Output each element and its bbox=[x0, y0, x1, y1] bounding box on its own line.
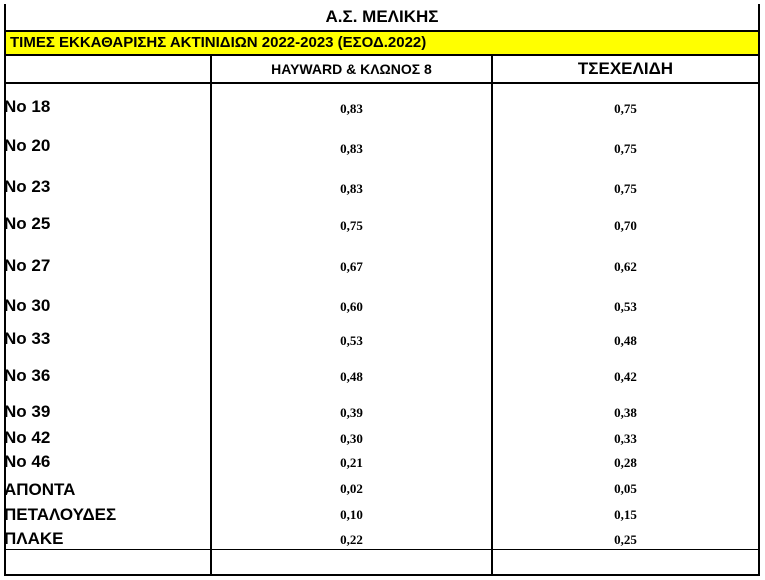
row-label: No 46 bbox=[4, 452, 51, 471]
row-label: No 42 bbox=[4, 428, 51, 447]
row-label: No 18 bbox=[4, 97, 51, 116]
row-label: ΠΕΤΑΛΟΥΔΕΣ bbox=[4, 505, 117, 524]
hayward-price: 0,60 bbox=[340, 299, 363, 314]
hayward-price: 0,21 bbox=[340, 455, 363, 470]
column-header-tsechelidi: ΤΣΕΧΕΛΙΔΗ bbox=[577, 59, 674, 78]
tsechelidi-price: 0,15 bbox=[614, 507, 637, 522]
hayward-price: 0,67 bbox=[340, 259, 363, 274]
row-label: No 36 bbox=[4, 366, 51, 385]
tsechelidi-price: 0,75 bbox=[614, 101, 637, 116]
tsechelidi-price: 0,75 bbox=[614, 141, 637, 156]
tsechelidi-price: 0,38 bbox=[614, 405, 637, 420]
row-label: No 27 bbox=[4, 256, 51, 275]
row-label: ΠΛΑΚΕ bbox=[4, 529, 64, 548]
tsechelidi-price: 0,48 bbox=[614, 333, 637, 348]
tsechelidi-price: 0,05 bbox=[614, 481, 637, 496]
tsechelidi-price: 0,42 bbox=[614, 369, 637, 384]
hayward-price: 0,83 bbox=[340, 141, 363, 156]
row-label: No 39 bbox=[4, 402, 51, 421]
tsechelidi-price: 0,33 bbox=[614, 431, 637, 446]
column-divider bbox=[491, 56, 493, 576]
column-header-hayward: HAYWARD & ΚΛΩΝΟΣ 8 bbox=[271, 61, 432, 77]
tsechelidi-price: 0,62 bbox=[614, 259, 637, 274]
tsechelidi-price: 0,25 bbox=[614, 532, 637, 547]
row-label: No 25 bbox=[4, 214, 51, 233]
row-divider bbox=[4, 549, 760, 550]
hayward-price: 0,48 bbox=[340, 369, 363, 384]
hayward-price: 0,39 bbox=[340, 405, 363, 420]
hayward-price: 0,83 bbox=[340, 181, 363, 196]
tsechelidi-price: 0,75 bbox=[614, 181, 637, 196]
row-label: No 30 bbox=[4, 296, 51, 315]
tsechelidi-price: 0,28 bbox=[614, 455, 637, 470]
row-label: ΑΠΟΝΤΑ bbox=[4, 480, 76, 499]
hayward-price: 0,53 bbox=[340, 333, 363, 348]
sheet-title: Α.Σ. ΜΕΛΙΚΗΣ bbox=[325, 7, 439, 26]
tsechelidi-price: 0,70 bbox=[614, 218, 637, 233]
hayward-price: 0,22 bbox=[340, 532, 363, 547]
row-label: No 33 bbox=[4, 329, 51, 348]
column-divider bbox=[210, 56, 212, 576]
hayward-price: 0,30 bbox=[340, 431, 363, 446]
hayward-price: 0,83 bbox=[340, 101, 363, 116]
bottom-border bbox=[4, 574, 760, 576]
header-divider bbox=[4, 82, 760, 84]
hayward-price: 0,75 bbox=[340, 218, 363, 233]
hayward-price: 0,02 bbox=[340, 481, 363, 496]
hayward-price: 0,10 bbox=[340, 507, 363, 522]
tsechelidi-price: 0,53 bbox=[614, 299, 637, 314]
price-banner: ΤΙΜΕΣ ΕΚΚΑΘΑΡΙΣΗΣ ΑΚΤΙΝΙΔΙΩΝ 2022-2023 (ΕΣΟΔ.2022) bbox=[4, 30, 760, 56]
row-label: No 20 bbox=[4, 136, 51, 155]
row-label: No 23 bbox=[4, 177, 51, 196]
